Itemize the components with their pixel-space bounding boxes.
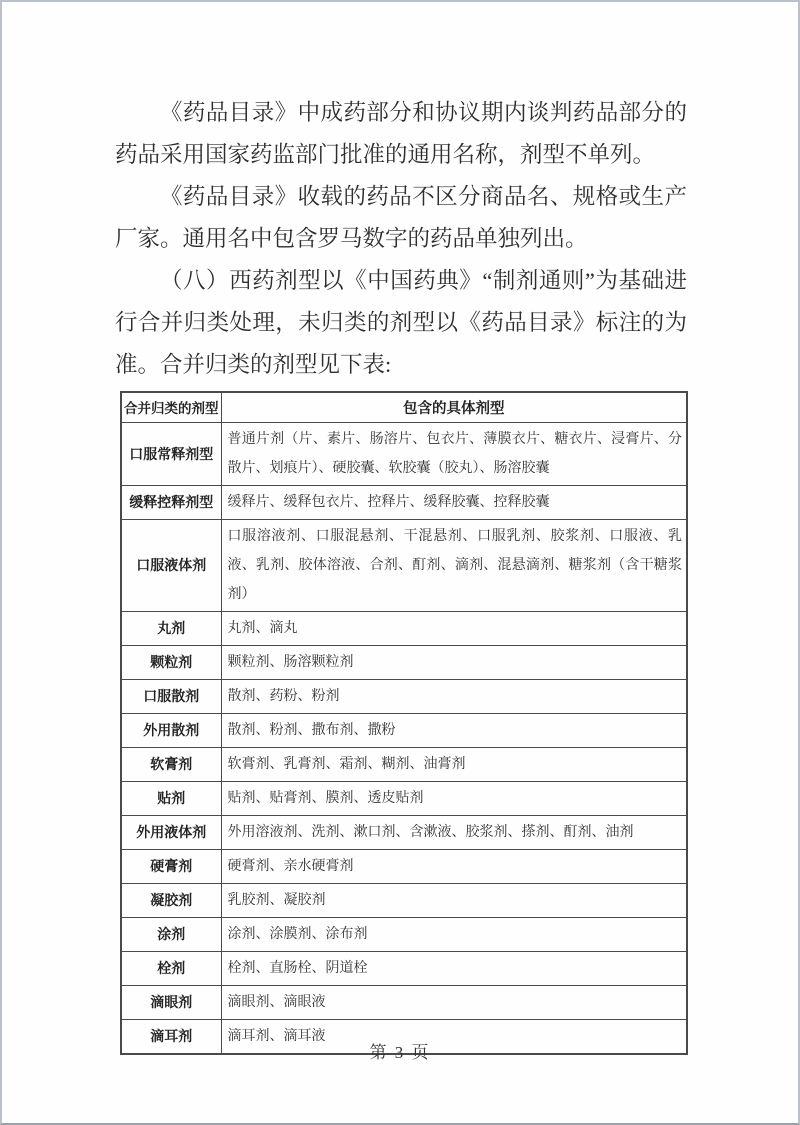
category-cell: 缓释控释剂型 bbox=[121, 485, 221, 519]
detail-cell: 普通片剂（片、素片、肠溶片、包衣片、薄膜衣片、糖衣片、浸膏片、分散片、划痕片）、硬胶囊、软胶囊（胶丸）、肠溶胶囊 bbox=[221, 422, 687, 485]
paragraph: 《药品目录》收载的药品不区分商品名、规格或生产厂家。通用名中包含罗马数字的药品单独列出。 bbox=[115, 184, 687, 251]
page-content bbox=[115, 92, 687, 1055]
category-cell: 软膏剂 bbox=[121, 747, 221, 781]
category-cell: 凝胶剂 bbox=[121, 883, 221, 917]
detail-cell: 散剂、粉剂、撒布剂、撒粉 bbox=[221, 713, 687, 747]
category-cell: 口服常释剂型 bbox=[121, 422, 221, 485]
detail-cell: 硬膏剂、亲水硬膏剂 bbox=[221, 849, 687, 883]
table-row bbox=[121, 917, 687, 951]
detail-cell: 涂剂、涂膜剂、涂布剂 bbox=[221, 917, 687, 951]
category-cell: 硬膏剂 bbox=[121, 849, 221, 883]
table-row bbox=[121, 679, 687, 713]
detail-cell: 外用溶液剂、洗剂、漱口剂、含漱液、胶浆剂、搽剂、酊剂、油剂 bbox=[221, 815, 687, 849]
category-cell: 丸剂 bbox=[121, 611, 221, 645]
detail-cell: 栓剂、直肠栓、阴道栓 bbox=[221, 951, 687, 985]
category-cell: 口服散剂 bbox=[121, 679, 221, 713]
paragraph: 《药品目录》中成药部分和协议期内谈判药品部分的药品采用国家药监部门批准的通用名称，剂型不单列。 bbox=[115, 100, 687, 167]
category-cell: 滴耳剂 bbox=[121, 1019, 221, 1054]
detail-cell: 缓释片、缓释包衣片、控释片、缓释胶囊、控释胶囊 bbox=[221, 485, 687, 519]
detail-cell: 丸剂、滴丸 bbox=[221, 611, 687, 645]
category-cell: 栓剂 bbox=[121, 951, 221, 985]
table-row bbox=[121, 611, 687, 645]
detail-cell: 颗粒剂、肠溶颗粒剂 bbox=[221, 645, 687, 679]
table-row bbox=[121, 815, 687, 849]
dosage-form-table bbox=[120, 391, 688, 1055]
table-header-detail: 包含的具体剂型 bbox=[221, 392, 687, 422]
category-cell: 口服液体剂 bbox=[121, 519, 221, 611]
table-row bbox=[121, 985, 687, 1019]
detail-cell: 散剂、药粉、粉剂 bbox=[221, 679, 687, 713]
category-cell: 滴眼剂 bbox=[121, 985, 221, 1019]
table-header-row bbox=[121, 392, 687, 422]
category-cell: 涂剂 bbox=[121, 917, 221, 951]
detail-cell: 滴眼剂、滴眼液 bbox=[221, 985, 687, 1019]
table-row bbox=[121, 781, 687, 815]
table-row bbox=[121, 519, 687, 611]
table-row bbox=[121, 747, 687, 781]
paragraph: （八）西药剂型以《中国药典》“制剂通则”为基础进行合并归类处理，未归类的剂型以《药品目录》标注的为准。合并归类的剂型见下表: bbox=[115, 268, 687, 377]
detail-cell: 口服溶液剂、口服混悬剂、干混悬剂、口服乳剂、胶浆剂、口服液、乳液、乳剂、胶体溶液、合剂、酊剂、滴剂、混悬滴剂、糖浆剂（含干糖浆剂） bbox=[221, 519, 687, 611]
table-row bbox=[121, 422, 687, 485]
table-row bbox=[121, 645, 687, 679]
table-row bbox=[121, 849, 687, 883]
detail-cell: 滴耳剂、滴耳液 bbox=[221, 1019, 687, 1054]
table-row bbox=[121, 951, 687, 985]
table-row bbox=[121, 485, 687, 519]
page-number: 第 3 页 bbox=[369, 1043, 431, 1062]
category-cell: 贴剂 bbox=[121, 781, 221, 815]
detail-cell: 贴剂、贴膏剂、膜剂、透皮贴剂 bbox=[221, 781, 687, 815]
table-row bbox=[121, 883, 687, 917]
category-cell: 外用散剂 bbox=[121, 713, 221, 747]
detail-cell: 软膏剂、乳膏剂、霜剂、糊剂、油膏剂 bbox=[221, 747, 687, 781]
category-cell: 外用液体剂 bbox=[121, 815, 221, 849]
detail-cell: 乳胶剂、凝胶剂 bbox=[221, 883, 687, 917]
table-header-category: 合并归类的剂型 bbox=[121, 392, 221, 422]
table-row bbox=[121, 713, 687, 747]
category-cell: 颗粒剂 bbox=[121, 645, 221, 679]
